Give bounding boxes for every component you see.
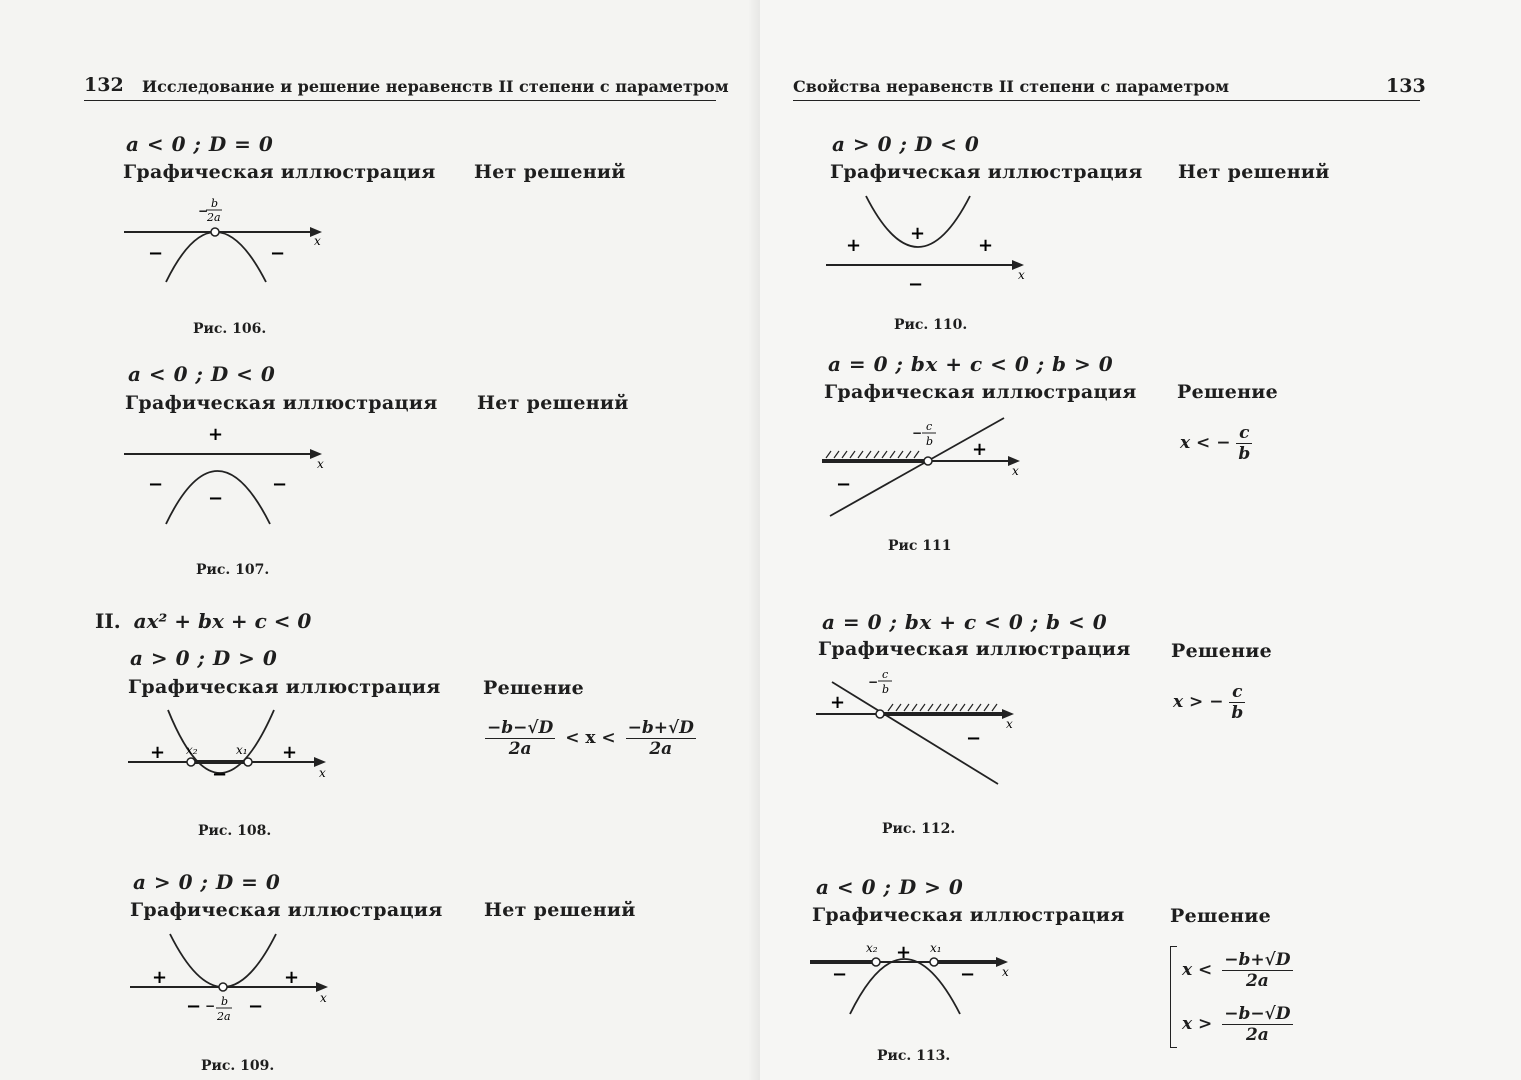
- result-label: Нет решений: [477, 392, 629, 414]
- figure-caption: Рис. 108.: [198, 823, 272, 839]
- illustration-label: Графическая иллюстрация: [125, 392, 438, 414]
- illustration-label: Графическая иллюстрация: [130, 899, 443, 921]
- fraction-num: −b+√D: [1224, 950, 1291, 970]
- illustration-label: Графическая иллюстрация: [824, 381, 1137, 403]
- solution-108: [485, 718, 696, 759]
- sign-minus: −: [270, 243, 286, 264]
- running-header: Свойства неравенств II степени с параметром: [793, 77, 1230, 96]
- left-page: [0, 0, 760, 1080]
- sign-minus: −: [960, 964, 976, 985]
- illustration-label: Графическая иллюстрация: [128, 676, 441, 698]
- sign-minus: −: [148, 474, 164, 495]
- figure-caption: Рис 111: [888, 538, 952, 554]
- result-label: Решение: [1177, 381, 1279, 403]
- header-rule: [793, 100, 1420, 101]
- figure-106: [118, 190, 338, 290]
- condition: a = 0 ; bx + c < 0 ; b < 0: [822, 610, 1108, 634]
- sign-minus: −: [908, 274, 924, 295]
- figure-caption: Рис. 110.: [894, 317, 968, 333]
- root-x2: x₂: [866, 941, 878, 955]
- solution-lhs: x > −: [1173, 692, 1224, 712]
- right-page: [760, 0, 1521, 1080]
- sign-plus: +: [152, 967, 168, 988]
- illustration-label: Графическая иллюстрация: [830, 161, 1143, 183]
- fraction-minus: −: [198, 204, 209, 218]
- solution-113-row2: [1182, 1004, 1293, 1045]
- fraction-num: b: [221, 995, 229, 1008]
- condition: a > 0 ; D < 0: [832, 132, 980, 156]
- illustration-label: Графическая иллюстрация: [812, 904, 1125, 926]
- sign-plus: +: [896, 942, 912, 963]
- condition: a > 0 ; D = 0: [133, 870, 281, 894]
- fraction-num: c: [926, 420, 933, 433]
- fraction-num: c: [1236, 423, 1252, 444]
- figure-111: [818, 410, 1038, 530]
- fraction-num: −b−√D: [487, 718, 554, 738]
- solution-bracket: [1170, 946, 1177, 1048]
- solution-111: [1180, 423, 1252, 464]
- page-number: 132: [84, 74, 124, 96]
- sign-plus: +: [208, 424, 224, 445]
- figure-107: [120, 420, 340, 530]
- sign-plus: +: [282, 742, 298, 763]
- x-axis-label: x: [319, 766, 326, 780]
- sign-plus: +: [284, 967, 300, 988]
- fraction-den: b: [1238, 444, 1251, 464]
- condition: a < 0 ; D < 0: [128, 362, 276, 386]
- fraction-den: 2a: [217, 1010, 231, 1023]
- result-label: Решение: [1170, 905, 1272, 927]
- sign-minus: −: [272, 474, 288, 495]
- running-header: Исследование и решение неравенств II степени с параметром: [142, 77, 729, 96]
- figure-110: [822, 194, 1042, 294]
- solution-lhs: x < −: [1180, 433, 1231, 453]
- section-numeral: II.: [95, 609, 121, 633]
- solution-lhs: x >: [1182, 1014, 1213, 1034]
- fraction-den: 2a: [649, 739, 673, 759]
- sign-minus: −: [248, 996, 264, 1017]
- sign-plus: +: [978, 235, 994, 256]
- sign-minus: −: [836, 474, 852, 495]
- figure-109: [124, 930, 344, 1030]
- result-label: Нет решений: [474, 161, 626, 183]
- result-label: Нет решений: [1178, 161, 1330, 183]
- fraction-minus: −: [205, 999, 216, 1013]
- fraction-minus: −: [868, 675, 879, 689]
- fraction-den: 2a: [1245, 971, 1269, 991]
- fraction-num: −b−√D: [1224, 1004, 1291, 1024]
- root-x1: x₁: [236, 743, 248, 757]
- figure-113: [806, 934, 1026, 1024]
- condition: a > 0 ; D > 0: [130, 646, 278, 670]
- result-label: Решение: [1171, 640, 1273, 662]
- solution-112: [1173, 682, 1245, 723]
- fraction-den: 2a: [508, 739, 532, 759]
- fraction-den: b: [882, 683, 890, 696]
- sign-plus: +: [150, 742, 166, 763]
- fraction-num: c: [882, 668, 889, 681]
- page-number: 133: [1386, 75, 1426, 97]
- figure-caption: Рис. 106.: [193, 321, 267, 337]
- result-label: Нет решений: [484, 899, 636, 921]
- figure-112: [812, 666, 1032, 791]
- solution-middle: < x <: [565, 728, 616, 748]
- sign-plus: +: [830, 692, 846, 713]
- header-rule: [84, 100, 716, 101]
- figure-caption: Рис. 112.: [882, 821, 956, 837]
- sign-minus: −: [186, 996, 202, 1017]
- x-axis-label: x: [320, 991, 327, 1005]
- condition: a = 0 ; bx + c < 0 ; b > 0: [828, 352, 1114, 376]
- solution-lhs: x <: [1182, 960, 1213, 980]
- section-inequality: ax² + bx + c < 0: [133, 609, 312, 633]
- root-x1: x₁: [930, 941, 942, 955]
- fraction-num: c: [1229, 682, 1245, 703]
- sign-minus: −: [208, 488, 224, 509]
- illustration-label: Графическая иллюстрация: [123, 161, 436, 183]
- x-axis-label: x: [1006, 717, 1013, 731]
- fraction-den: b: [926, 435, 934, 448]
- fraction-num: −b+√D: [627, 718, 694, 738]
- fraction-den: b: [1231, 703, 1244, 723]
- fraction-den: 2a: [1245, 1025, 1269, 1045]
- x-axis-label: x: [314, 234, 321, 248]
- figure-caption: Рис. 113.: [877, 1048, 951, 1064]
- figure-108: [122, 706, 342, 806]
- condition: a < 0 ; D > 0: [816, 875, 964, 899]
- sign-plus: +: [972, 439, 988, 460]
- x-axis-label: x: [1012, 464, 1019, 478]
- sign-minus: −: [212, 764, 228, 785]
- sign-minus: −: [148, 243, 164, 264]
- root-x2: x₂: [186, 743, 198, 757]
- result-label: Решение: [483, 677, 585, 699]
- fraction-num: b: [211, 197, 219, 210]
- sign-plus: +: [846, 235, 862, 256]
- figure-caption: Рис. 107.: [196, 562, 270, 578]
- fraction-den: 2a: [207, 211, 221, 224]
- sign-minus: −: [966, 728, 982, 749]
- section-heading: [95, 609, 311, 633]
- x-axis-label: x: [1018, 268, 1025, 282]
- solution-113-row1: [1182, 950, 1293, 991]
- sign-minus: −: [832, 964, 848, 985]
- figure-caption: Рис. 109.: [201, 1058, 275, 1074]
- condition: a < 0 ; D = 0: [126, 132, 274, 156]
- x-axis-label: x: [1002, 965, 1009, 979]
- fraction-minus: −: [912, 426, 923, 440]
- illustration-label: Графическая иллюстрация: [818, 638, 1131, 660]
- x-axis-label: x: [317, 457, 324, 471]
- sign-plus: +: [910, 223, 926, 244]
